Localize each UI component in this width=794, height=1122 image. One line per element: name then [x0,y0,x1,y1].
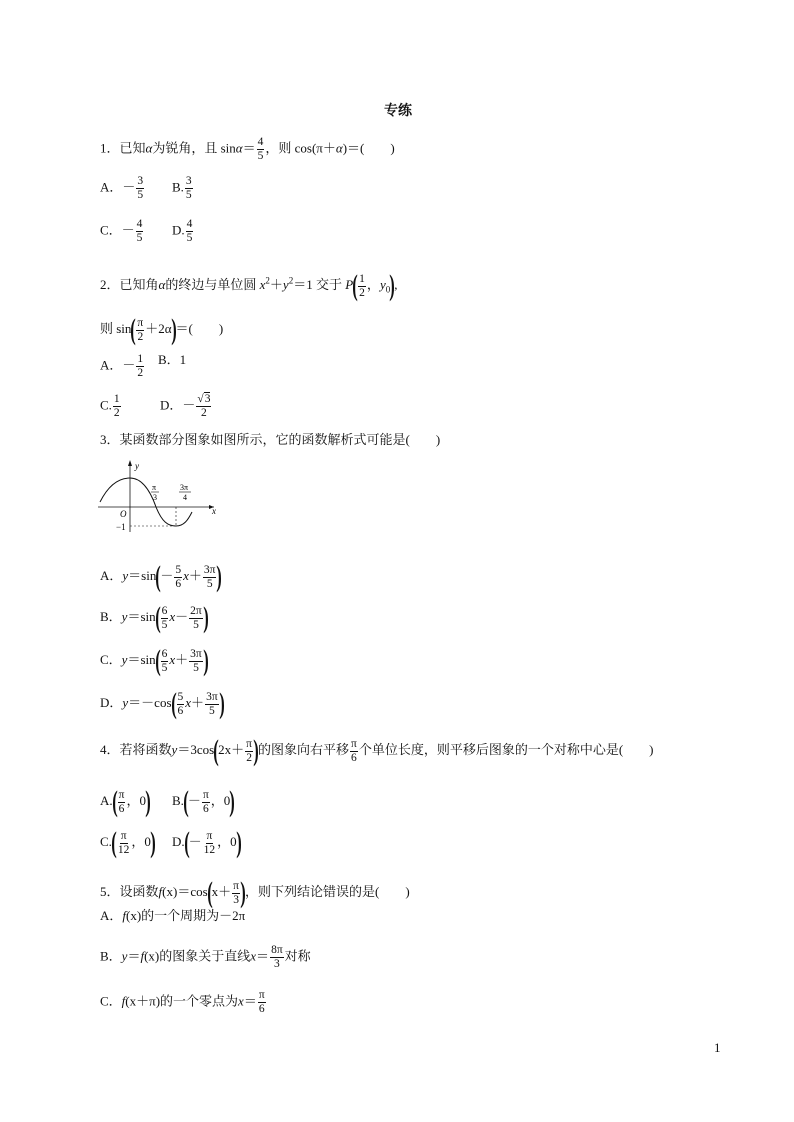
q3-option-c: C．y＝sin( $\frac{6}{5}$ x＋ $\frac{3\pi}{5}$ ) [100,644,209,677]
q3-option-a: A．y＝sin(－ $\frac{5}{6}$ x＋ $\frac{3\pi}{5}$ ) [100,560,223,593]
page-number: 1 [714,1040,721,1055]
question-3: 3．某函数部分图象如图所示，它的函数解析式可能是( ) [100,432,441,447]
x-axis-label: x [212,506,216,516]
q1-option-a: A．－ $\frac{3}{5}$ [100,175,144,201]
question-1: 1．已知α为锐角，且 sinα＝ $\frac{4}{5}$ ，则 cos(π＋α)＝( ) [100,136,395,162]
q4-option-c: C.( $\frac{\pi}{12}$ ，0) [100,826,156,859]
q3-option-d: D．y＝－cos( $\frac{5}{6}$ x＋ $\frac{3\pi}{5}$ ) [100,687,225,720]
q5-option-a: A．f(x)的一个周期为－2π [100,908,246,923]
q1-option-b: B. $\frac{3}{5}$ [172,175,192,201]
q5-option-c: C．f(x＋π)的一个零点为x＝ $\frac{\pi}{6}$ [100,989,265,1015]
q4-option-a: A.( $\frac{\pi}{6}$ ，0) [100,785,151,818]
q1-option-d: D. $\frac{4}{5}$ [172,218,193,244]
q4-option-d: D.(－ $\frac{\pi}{12}$ ，0) [172,826,242,859]
tick-3pi4-den: 4 [183,493,187,502]
question-5: 5．设函数f(x)＝cos(x＋ $\frac{\pi}{3}$ )，则下列结论错误的是( ) [100,876,410,909]
tick-pi3-num: π [152,483,157,492]
tick-3pi4-num: 3π [180,483,189,492]
y-axis-arrow-icon [128,460,132,466]
q3-option-b: B．y＝sin( $\frac{6}{5}$ x－ $\frac{2\pi}{5}$ ) [100,601,209,634]
q5-option-b: B．y＝f(x)的图象关于直线x＝ $\frac{8\pi}{3}$ 对称 [100,944,311,970]
q2-option-d: D．－ $\frac{√3}{2}$ [160,393,211,419]
question-2: 2．已知角α的终边与单位圆 $x^2+y^2=1$ 交于 P( $\frac{1}{2}$ ，$y_0$), [100,269,398,302]
q2-option-c: C. $\frac{1}{2}$ [100,393,120,419]
q4-option-b: B.(－ $\frac{\pi}{6}$ ，0) [172,785,236,818]
neg-one-label: −1 [116,522,126,532]
q2-option-a: A．－ $\frac{1}{2}$ [100,353,144,379]
sine-curve [100,478,192,526]
y-axis-label: y [135,461,139,471]
page-title: 专练 [384,103,412,119]
question-4: 4．若将函数y＝3cos(2x＋ $\frac{\pi}{2}$ )的图象向右平移 $\frac{\pi}{6}$ 个单位长度，则平移后图象的一个对称中心是( ) [100,734,654,767]
q2-option-b: B．1 [158,352,187,367]
question-2-line-2: 则 sin( $\frac{\pi}{2}$ ＋2α)＝( ) [100,313,224,346]
q1-option-c: C．－ $\frac{4}{5}$ [100,218,143,244]
function-graph [96,456,226,536]
tick-pi3-den: 3 [153,493,157,502]
origin-label: O [120,509,127,519]
